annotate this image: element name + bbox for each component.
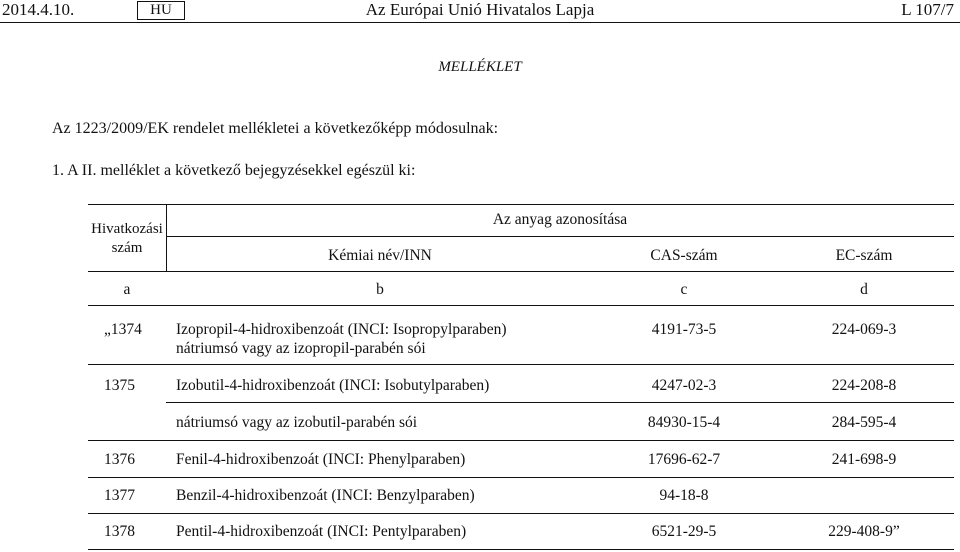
row-ref: „1374 xyxy=(104,321,142,338)
group-header-rule xyxy=(166,236,954,237)
row-name: Fenil-4-hidroxibenzoát (INCI: Phenylparaben) xyxy=(176,451,466,468)
row-cas: 94-18-8 xyxy=(659,487,709,504)
row-rule xyxy=(166,402,954,403)
row-rule xyxy=(88,477,954,478)
col-header-ref: Hivatkozási szám xyxy=(91,221,163,256)
letters-bottom-rule xyxy=(88,305,954,306)
page-header xyxy=(0,0,960,22)
col-header-cas: CAS-szám xyxy=(650,247,718,264)
row-name: Pentil-4-hidroxibenzoát (INCI: Pentylparaben) xyxy=(176,523,467,540)
col-header-ec: EC-szám xyxy=(835,247,893,264)
row-rule xyxy=(88,513,954,514)
row-name-cont: nátriumsó vagy az izopropil-parabén sói xyxy=(176,340,426,357)
publication-date: 2014.4.10. xyxy=(2,0,75,19)
col-letter-a: a xyxy=(123,281,131,298)
row-cas: 6521-29-5 xyxy=(651,523,717,540)
row-ec: 224-069-3 xyxy=(831,321,897,338)
annex-title: MELLÉKLET xyxy=(438,59,522,75)
row-cas: 4191-73-5 xyxy=(651,321,717,338)
col-letter-c: c xyxy=(680,281,688,298)
point-text: 1. A II. melléklet a következő bejegyzésekkel egészül ki: xyxy=(52,162,416,179)
journal-title: Az Európai Unió Hivatalos Lapja xyxy=(365,0,595,19)
table-top-rule xyxy=(88,204,954,205)
col-letter-d: d xyxy=(860,281,868,298)
page-number: L 107/7 xyxy=(901,0,954,19)
col-header-group: Az anyag azonosítása xyxy=(492,211,628,228)
row-rule xyxy=(88,364,954,365)
row-ref: 1378 xyxy=(104,523,135,540)
row-ec: 284-595-4 xyxy=(831,414,897,431)
header-bottom-rule xyxy=(88,271,954,272)
row-name: nátriumsó vagy az izobutil-parabén sói xyxy=(176,414,418,431)
row-name: Izobutil-4-hidroxibenzoát (INCI: Isobutylparaben) xyxy=(176,377,490,394)
col-header-name: Kémiai név/INN xyxy=(328,247,432,264)
intro-text: Az 1223/2009/EK rendelet mellékletei a következőképp módosulnak: xyxy=(52,120,499,137)
row-rule xyxy=(88,440,954,441)
row-ec: 241-698-9 xyxy=(831,451,897,468)
row-name: Izopropil-4-hidroxibenzoát (INCI: Isopropylparaben) xyxy=(176,321,507,338)
header-rule xyxy=(0,22,960,23)
row-ec: 229-408-9” xyxy=(828,523,900,540)
row-name: Benzil-4-hidroxibenzoát (INCI: Benzylparaben) xyxy=(176,487,475,504)
row-ec: 224-208-8 xyxy=(831,377,897,394)
language-badge: HU xyxy=(137,1,185,20)
row-ref: 1375 xyxy=(104,377,135,394)
row-cas: 17696-62-7 xyxy=(647,451,721,468)
row-cas: 84930-15-4 xyxy=(647,414,721,431)
row-cas: 4247-02-3 xyxy=(651,377,717,394)
row-ref: 1376 xyxy=(104,451,135,468)
table-bottom-rule xyxy=(88,549,954,550)
row-ref: 1377 xyxy=(104,487,135,504)
col-letter-b: b xyxy=(376,281,384,298)
